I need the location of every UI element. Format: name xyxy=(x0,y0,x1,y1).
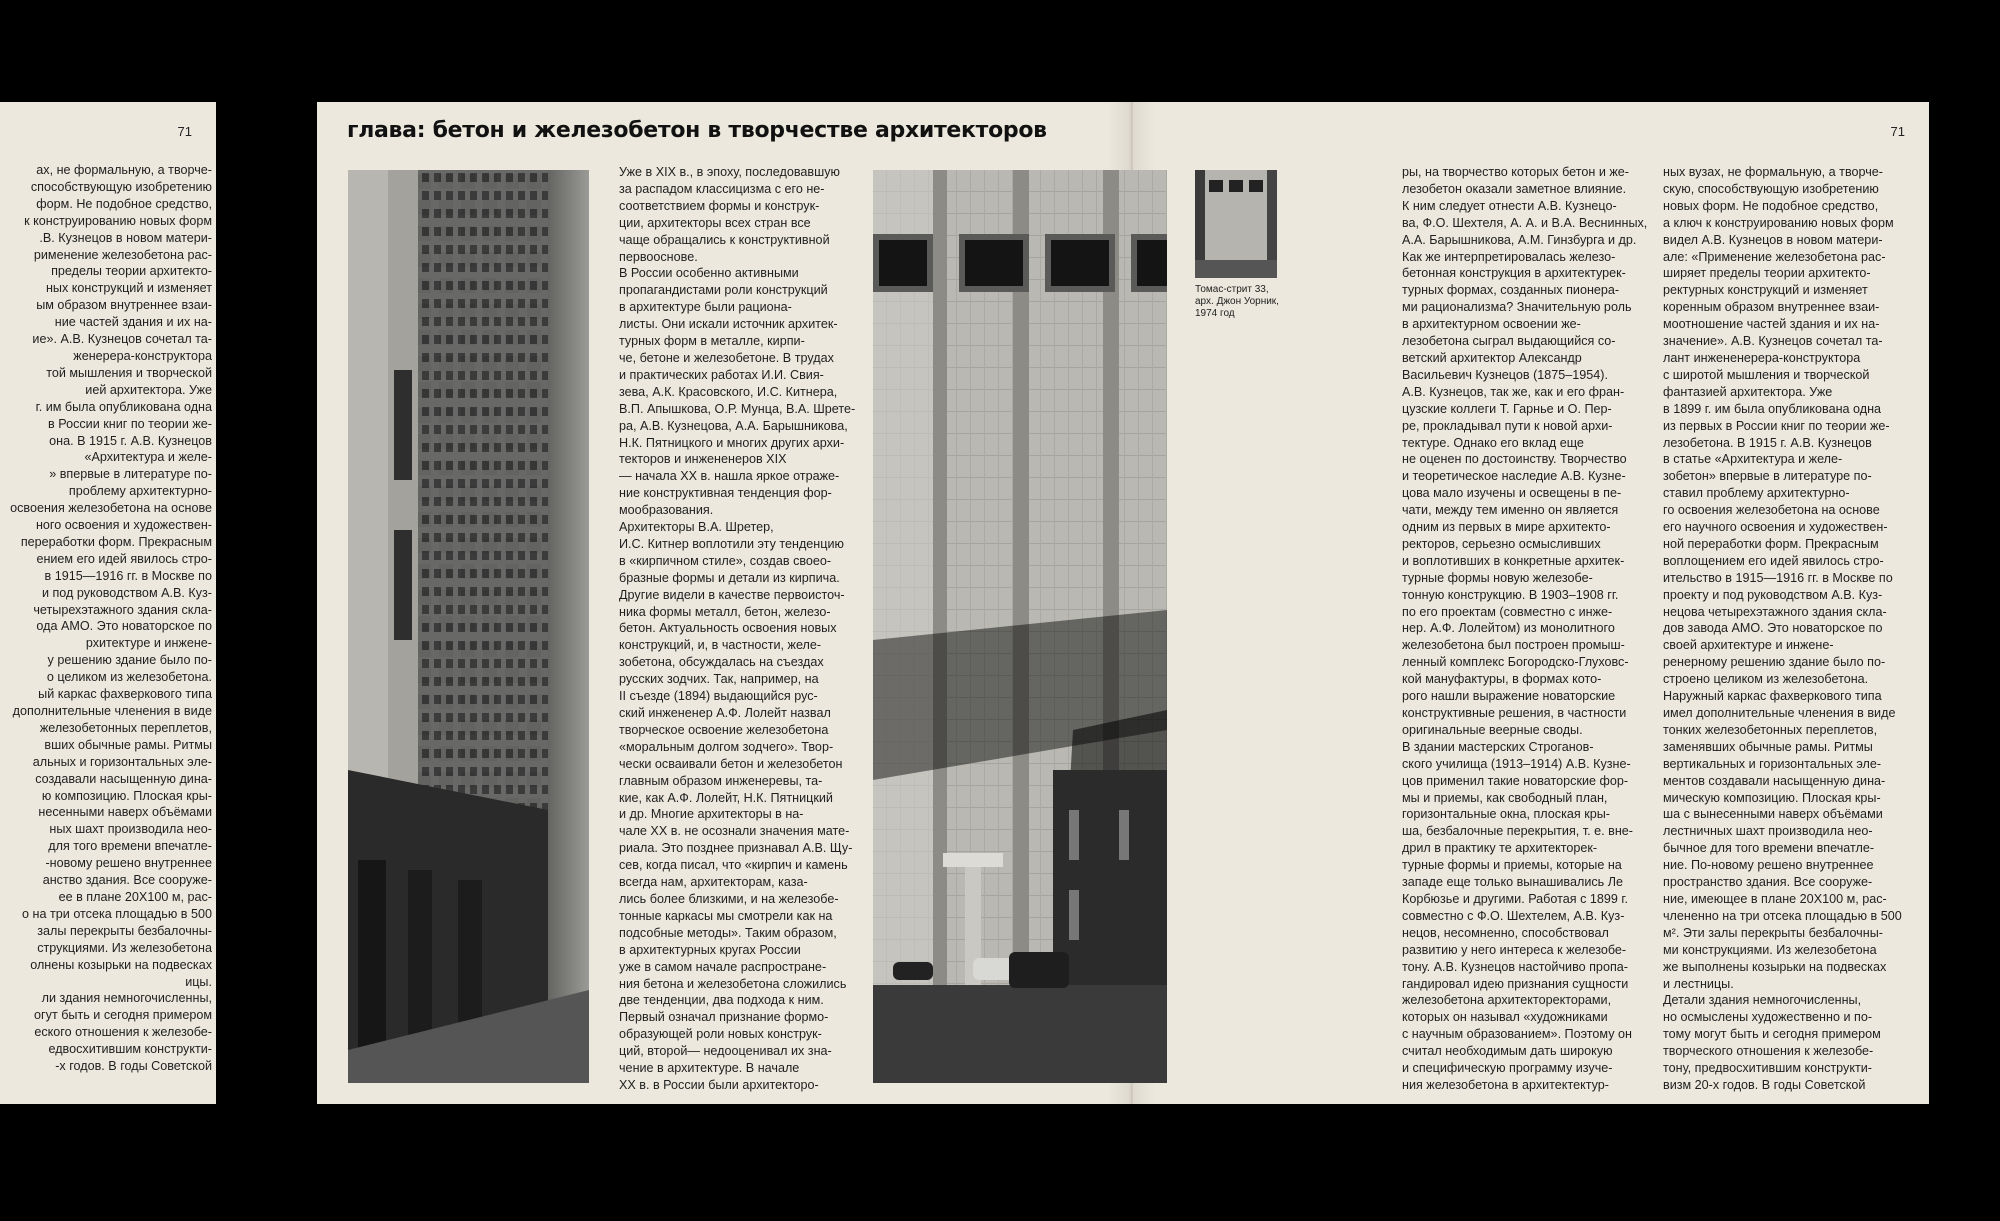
photo-caption xyxy=(1195,284,1290,320)
text-line: ре, прокладывал пути к новой архи- xyxy=(1402,418,1613,433)
text-line: из первых в России книг по теории же- xyxy=(1663,418,1890,433)
text-line: лезобетон оказали заметное влияние. xyxy=(1402,181,1627,196)
text-line: нецов, несомненно, способствовал xyxy=(1402,925,1609,940)
text-line: турных форм в металле, кирпи- xyxy=(619,334,805,349)
text-line: несенными наверх объёмами xyxy=(38,805,212,820)
text-line: в архитектурных кругах России xyxy=(619,942,801,957)
text-line: всегда нам, архитекторам, каза- xyxy=(619,875,808,890)
text-line: творческое освоение железобетона xyxy=(619,722,829,737)
text-line: бразные формы и детали из кирпича. xyxy=(619,570,840,585)
text-line: нецова четырехэтажного здания скла- xyxy=(1663,604,1887,619)
text-line: уже в самом начале распростране- xyxy=(619,959,827,974)
text-column-2 xyxy=(1402,164,1648,1094)
text-line: бычное для того времени впечатле- xyxy=(1663,841,1875,856)
text-line: к конструированию новых форм xyxy=(24,213,212,228)
text-line: той мышления и творческой xyxy=(46,365,212,380)
text-line: ние конструктивная тенденция фор- xyxy=(619,486,832,501)
text-line: проекту и под руководством А.В. Куз- xyxy=(1663,587,1883,602)
text-line: ленный комплекс Богородско-Глуховс- xyxy=(1402,655,1629,670)
text-line: женерерa-конструктора xyxy=(73,348,212,363)
text-line: и воплотивших в конкретные архитек- xyxy=(1402,553,1625,568)
text-line: Первый означал признание формо- xyxy=(619,1010,829,1025)
text-line: ского училища (1913–1914) А.В. Кузне- xyxy=(1402,756,1631,771)
text-line: коренным образом внутреннее взаи- xyxy=(1663,300,1880,315)
text-line: тону, предвосхитившим конструкти- xyxy=(1663,1061,1872,1076)
text-line: ский инжененер А.Ф. Лолейт назвал xyxy=(619,706,831,720)
text-line: тонные каркасы мы смотрели как на xyxy=(619,908,833,923)
text-line: переработки форм. Прекрасным xyxy=(20,534,212,549)
text-line: ного освоения и художествен- xyxy=(35,518,212,533)
text-line: зобетон» впервые в литературе по- xyxy=(1663,469,1872,484)
text-line: русских зодчих. Так, например, на xyxy=(619,672,819,687)
text-line: ми рационализма? Значительную роль xyxy=(1402,300,1632,315)
text-line: вших обычные рамы. Ритмы xyxy=(44,737,212,752)
text-line: струкциями. Из железобетона xyxy=(37,940,212,955)
text-line: ние. По-новому решено внутреннее xyxy=(1663,858,1874,873)
text-line: але: «Применение железобетона рас- xyxy=(1663,249,1886,264)
text-line: «Архитектура и желе- xyxy=(84,450,212,465)
text-line: тому могут быть и сегодня примером xyxy=(1663,1027,1881,1042)
text-line: ставил проблему архитектурно- xyxy=(1663,486,1850,501)
text-line: К ним следует отнести А.В. Кузнецо- xyxy=(1402,198,1617,213)
text-line: ицы. xyxy=(185,974,212,989)
text-line: рименение железобетона рас- xyxy=(33,247,212,262)
text-line: ода АМО. Это новаторское по xyxy=(36,619,212,634)
text-line: -новому решено внутреннее xyxy=(45,856,212,871)
text-line: бетонная конструкция в архитектурек- xyxy=(1402,266,1626,281)
text-line: чати, между тем именно он является xyxy=(1402,503,1619,518)
text-line: ментов создавали насыщенную дина- xyxy=(1663,773,1886,788)
text-line: II съезде (1894) выдающийся рус- xyxy=(619,689,818,704)
text-line: мическую композицию. Плоская кры- xyxy=(1663,790,1881,805)
text-line: своей архитектуре и инжене- xyxy=(1663,638,1834,653)
text-line: лестничных шахт производила нео- xyxy=(1663,824,1873,839)
text-column-1 xyxy=(619,164,869,1094)
text-line: и специфическую программу изуче- xyxy=(1402,1061,1613,1076)
text-line: ника формы металл, бетон, железо- xyxy=(619,604,831,619)
text-line: бетон. Актуальность освоения новых xyxy=(619,621,837,636)
text-line: значение». А.В. Кузнецов сочетал та- xyxy=(1663,334,1883,349)
text-line: цузские коллеги Т. Гарнье и О. Пер- xyxy=(1402,401,1612,416)
text-line: ша, безбалочные перекрытия, т. е. вне- xyxy=(1402,824,1633,839)
text-line: А.В. Кузнецов, так же, как и его фран- xyxy=(1402,384,1625,399)
text-line: А.А. Барышникова, А.М. Гинзбурга и др. xyxy=(1402,232,1637,247)
text-line: имел дополнительные членения в виде xyxy=(1663,706,1896,720)
text-line: видел А.В. Кузнецов в новом матери- xyxy=(1663,232,1883,247)
text-line: альных и горизонтальных эле- xyxy=(32,754,212,769)
text-line: ее в плане 20Х100 м, рас- xyxy=(58,889,212,904)
text-line: Н.К. Пятницкого и многих других архи- xyxy=(619,435,845,450)
text-line: а ключ к конструированию новых форм xyxy=(1663,215,1894,230)
text-line: с широтой мышления и творческой xyxy=(1663,367,1870,382)
text-line: которых он называл «художниками xyxy=(1402,1010,1608,1025)
text-line: две тенденции, два подхода к ним. xyxy=(619,993,824,1008)
text-line: ций, второй— недооценивал их зна- xyxy=(619,1044,832,1059)
text-line: члененно на три отсека площадью в 500 xyxy=(1663,908,1902,923)
text-column-3 xyxy=(1663,164,1913,1094)
text-line: визм 20-х годов. В годы Советской xyxy=(1663,1077,1866,1092)
text-line: с научным образованием». Поэтому он xyxy=(1402,1027,1632,1042)
text-line: по его проектам (совместно с инже- xyxy=(1402,604,1613,619)
text-line: пределы теории архитекто- xyxy=(51,264,212,279)
text-line: Наружный каркас фахверкового типа xyxy=(1663,689,1882,704)
text-line: цов применил такие новаторские фор- xyxy=(1402,773,1629,788)
text-line: Корбюзье и другими. Работая с 1899 г. xyxy=(1402,891,1628,906)
text-line: способствующую изобретению xyxy=(30,179,212,194)
text-line: фантазией архитектора. Уже xyxy=(1663,384,1833,399)
text-line: кие, как А.Ф. Лолейт, Н.К. Пятницкий xyxy=(619,790,833,805)
text-line: ренерному решению здание было по- xyxy=(1663,655,1886,670)
text-line: моотношение частей здания и их на- xyxy=(1663,317,1880,332)
text-line: форм. Не подобное средство, xyxy=(36,196,212,211)
text-line: о целиком из железобетона. xyxy=(46,670,212,685)
text-line: -х годов. В годы Советской xyxy=(55,1059,212,1074)
text-line: в «кирпичном стиле», создав своео- xyxy=(619,553,832,568)
text-line: че, бетоне и железобетоне. В трудах xyxy=(619,350,834,365)
text-line: г. им была опубликована одна xyxy=(35,399,212,414)
text-line: одним из первых в мире архитекто- xyxy=(1402,520,1611,535)
text-line: его научного освоения и художествен- xyxy=(1663,520,1888,535)
text-line: ния бетона и железобетона сложились xyxy=(619,976,847,991)
text-line: развитию у него интереса к железобе- xyxy=(1402,942,1627,957)
text-line: подсобные методы». Таким образом, xyxy=(619,925,837,940)
magazine-spread xyxy=(317,102,1929,1104)
text-line: железобетона был построен промыш- xyxy=(1402,638,1625,653)
text-line: чале XX в. не осознали значения мате- xyxy=(619,824,850,839)
text-line: ю композицию. Плоская кры- xyxy=(41,788,212,803)
text-line: ние, имеющее в плане 20Х100 м, рас- xyxy=(1663,891,1887,906)
text-line: турные формы новую железобе- xyxy=(1402,570,1593,585)
text-line: Детали здания немногочисленны, xyxy=(1663,993,1862,1008)
caption-line-2: арх. Джон Уорник, xyxy=(1195,296,1279,307)
text-line: железобетона архитекторектоpами, xyxy=(1402,993,1612,1008)
text-line: ректурных конструкций и изменяет xyxy=(1663,283,1868,298)
text-line: пропагандистами роли конструкций xyxy=(619,283,828,298)
text-line: ректоров, серьезно осмысливших xyxy=(1402,536,1601,551)
caption-line-1: Томас-стрит 33, xyxy=(1195,284,1269,295)
text-line: конструктивные решения, в частности xyxy=(1402,706,1627,720)
text-line: конструкций, и, в частности, желе- xyxy=(619,638,822,653)
chapter-title: глава: бетон и железобетон в творчестве архитекторов xyxy=(347,118,1047,143)
text-line: тонную конструкцию. В 1903–1908 гг. xyxy=(1402,587,1619,602)
text-line: четырехэтажного здания скла- xyxy=(33,602,212,617)
text-line: В.П. Апышкова, О.Р. Мунца, В.А. Шрете- xyxy=(619,401,856,416)
text-line: ширяет пределы теории архитекто- xyxy=(1663,266,1871,281)
text-line: ией архитектора. Уже xyxy=(85,382,212,397)
text-line: железобетонных переплетов, xyxy=(39,720,212,735)
text-line: цова мало изучены и освещены в пе- xyxy=(1402,486,1622,501)
text-line: дрил в практику те архитекторек- xyxy=(1402,841,1598,856)
text-line: листы. Они искали источник архитек- xyxy=(619,317,838,332)
text-line: залы перекрыты безбалочны- xyxy=(37,923,212,938)
text-line: И.С. Китнер воплотили эту тенденцию xyxy=(619,536,844,551)
text-line: строено целиком из железобетона. xyxy=(1663,672,1869,687)
text-line: ие». А.В. Кузнецов сочетал та- xyxy=(32,332,212,347)
text-line: ым образом внутреннее взаи- xyxy=(36,298,212,313)
text-line: — начала XX в. нашла яркое отраже- xyxy=(619,469,840,484)
text-line: она. В 1915 г. А.В. Кузнецов xyxy=(49,433,212,448)
text-line: и практических работах И.И. Свия- xyxy=(619,367,824,382)
text-line: » впервые в литературе по- xyxy=(49,467,212,482)
text-line: турных формах, созданных пионера- xyxy=(1402,283,1620,298)
text-line: пространство здания. Все сооруже- xyxy=(1663,875,1873,890)
text-line: ый каркас фахверкового типа xyxy=(38,687,212,702)
text-line: создавали насыщенную дина- xyxy=(35,771,212,786)
text-line: и др. Многие архитекторы в на- xyxy=(619,807,804,822)
text-line: ние частей здания и их на- xyxy=(54,315,212,330)
text-line: едвосхитившим конструкти- xyxy=(48,1042,212,1057)
text-line: зобетона, обсуждалась на съездах xyxy=(619,655,824,670)
text-line: совместно с Ф.О. Шехтелем, А.В. Куз- xyxy=(1402,908,1625,923)
text-line: для того времени впечатле- xyxy=(48,839,212,854)
text-line: первооснове. xyxy=(619,249,698,264)
text-line: мообразования. xyxy=(619,503,714,518)
text-line: в 1899 г. им была опубликована одна xyxy=(1663,401,1882,416)
text-line: дополнительные членения в виде xyxy=(12,704,212,718)
text-line: о на три отсека площадью в 500 xyxy=(22,906,212,921)
text-line: лант инжененерерa-конструктора xyxy=(1663,350,1861,365)
text-line: у решению здание было по- xyxy=(47,653,212,668)
text-line: но осмыслены художественно и по- xyxy=(1663,1010,1873,1025)
text-line: В здании мастерских Строганов- xyxy=(1402,739,1594,754)
left-page xyxy=(0,102,216,1104)
text-line: текторов и инжененеров XIX xyxy=(619,452,787,467)
text-line: освоения железобетона на основе xyxy=(10,501,212,516)
text-line: олнены козырьки на подвесках xyxy=(30,957,212,972)
text-line: и под руководством А.В. Куз- xyxy=(41,585,212,600)
text-line: рого нашли выражение новаторские xyxy=(1402,689,1616,704)
text-line: турные формы и приемы, которые на xyxy=(1402,858,1622,873)
text-line: скую, способствующую изобретению xyxy=(1663,181,1879,196)
text-line: ных конструкций и изменяет xyxy=(45,281,212,296)
text-line: ра, А.В. Кузнецова, А.А. Барышникова, xyxy=(619,418,848,433)
page-number-right: 71 xyxy=(1890,124,1905,139)
text-line: чаще обращались к конструктивной xyxy=(619,232,830,247)
text-line: же выполнены козырьки на подвесках xyxy=(1663,959,1887,974)
text-line: ции, архитекторы всех стран все xyxy=(619,215,811,230)
text-line: ной переработки форм. Прекрасным xyxy=(1663,536,1879,551)
text-line: творческого отношения к железобе- xyxy=(1663,1044,1874,1059)
photo-tower-thomas-street xyxy=(873,170,1167,1083)
text-line: ах, не формальную, а творче- xyxy=(36,163,212,177)
text-line: заменявших обычные рамы. Ритмы xyxy=(1663,739,1873,754)
text-line: лись более близкими, и на железобе- xyxy=(619,891,839,906)
text-line: ением его идей явилось стро- xyxy=(36,551,212,566)
text-line: ветский архитектор Александр xyxy=(1402,350,1582,365)
text-line: западе еще только вынашивались Ле xyxy=(1402,875,1623,890)
text-line: воплощением его идей явилось стро- xyxy=(1663,553,1884,568)
text-line: еского отношения к железобе- xyxy=(34,1025,212,1040)
text-line: и лестницы. xyxy=(1663,976,1734,991)
text-line: .В. Кузнецов в новом матери- xyxy=(39,230,212,245)
text-line: го освоения железобетона на основе xyxy=(1663,503,1880,518)
text-line: лезобетона сыграл выдающийся со- xyxy=(1402,334,1616,349)
text-line: м². Эти залы перекрыты безбалочны- xyxy=(1663,925,1883,940)
caption-line-3: 1974 год xyxy=(1195,308,1235,319)
text-line: чески осваивали бетон и железобетон xyxy=(619,756,843,771)
text-line: ных вузах, не формальную, а творче- xyxy=(1663,165,1883,179)
text-line: ния железобетона в архитектектур- xyxy=(1402,1077,1609,1092)
text-line: в архитектурном освоении же- xyxy=(1402,317,1581,332)
text-line: кой мануфактуры, в формах кото- xyxy=(1402,672,1602,687)
text-line: Как же интерпретировалась железо- xyxy=(1402,249,1616,264)
text-line: тону. А.В. Кузнецов настойчиво пропа- xyxy=(1402,959,1628,974)
text-line: Васильевич Кузнецов (1875–1954). xyxy=(1402,367,1608,382)
text-line: ва, Ф.О. Шехтеля, А. А. и В.А. Веснинных, xyxy=(1402,215,1648,230)
text-line: Другие видели в качестве первоисточ- xyxy=(619,587,845,602)
text-line: за распадом классицизма с его не- xyxy=(619,181,825,196)
text-line: проблему архитектурно- xyxy=(68,484,212,499)
text-line: в 1915—1916 гг. в Москве по xyxy=(44,568,212,583)
text-line: Уже в XIX в., в эпоху, последовавшую xyxy=(619,165,840,179)
text-line: и теоретическое наследие А.В. Кузне- xyxy=(1402,469,1626,484)
text-line: В России особенно активными xyxy=(619,266,799,281)
text-line: риала. Это позднее признавал А.В. Щу- xyxy=(619,841,853,856)
text-line: мы и приемы, как свободный план, xyxy=(1402,790,1608,805)
text-line: соответствием формы и конструк- xyxy=(619,198,820,213)
text-line: анство здания. Все сооруже- xyxy=(42,873,212,888)
text-line: горизонтальные окна, плоская кры- xyxy=(1402,807,1610,822)
text-line: рхитектуре и инжене- xyxy=(85,636,212,651)
text-line: лезобетона. В 1915 г. А.В. Кузнецов xyxy=(1663,435,1872,450)
page-number-left: 71 xyxy=(177,124,192,139)
text-line: зева, А.К. Красовского, И.С. Китнера, xyxy=(619,384,838,399)
text-line: тектуре. Однако его вклад еще xyxy=(1402,435,1584,450)
text-line: ли здания немногочисленны, xyxy=(41,991,212,1006)
text-line: чение в архитектуре. В начале xyxy=(619,1061,800,1076)
text-line: в России книг по теории же- xyxy=(48,416,212,431)
text-line: ша с вынесенными наверх объёмами xyxy=(1663,807,1883,822)
text-line: новых форм. Не подобное средство, xyxy=(1663,198,1879,213)
text-line: не оценен по достоинству. Творчество xyxy=(1402,452,1627,467)
text-line: ных шахт производила нео- xyxy=(49,822,212,837)
text-line: сев, когда писал, что «кирпич и камень xyxy=(619,858,848,873)
text-line: XX в. в России были архитекторо- xyxy=(619,1077,819,1092)
text-line: в архитектуре были рациона- xyxy=(619,300,792,315)
text-line: образующей роли новых конструк- xyxy=(619,1027,822,1042)
text-line: считал необходимым дать широкую xyxy=(1402,1044,1613,1059)
text-line: вертикальных и горизонтальных эле- xyxy=(1663,756,1882,771)
text-line: Архитекторы В.А. Шретер, xyxy=(619,520,774,535)
text-line: в статье «Архитектура и желе- xyxy=(1663,452,1843,467)
text-line: тонких железобетонных переплетов, xyxy=(1663,722,1878,737)
text-line: огут быть и сегодня примером xyxy=(34,1008,212,1023)
text-line: ры, на творчество которых бетон и же- xyxy=(1402,165,1630,179)
photo-thumbnail xyxy=(1195,170,1277,278)
text-line: гандировал идею признания сущности xyxy=(1402,976,1629,991)
text-line: оригинальные веерные своды. xyxy=(1402,722,1583,737)
photo-building-facade xyxy=(348,170,589,1083)
text-line: дов завода АМО. Это новаторское по xyxy=(1663,621,1883,636)
text-line: ми конструкциями. Из железобетона xyxy=(1663,942,1877,957)
text-line: «моральным долгом зодчего». Твор- xyxy=(619,739,834,754)
text-line: главным образом инженеревы, та- xyxy=(619,773,823,788)
left-page-text-column xyxy=(0,162,212,1075)
text-line: нер. А.Ф. Лолейтом) из монолитного xyxy=(1402,621,1615,636)
text-line: ительство в 1915—1916 гг. в Москве по xyxy=(1663,570,1893,585)
